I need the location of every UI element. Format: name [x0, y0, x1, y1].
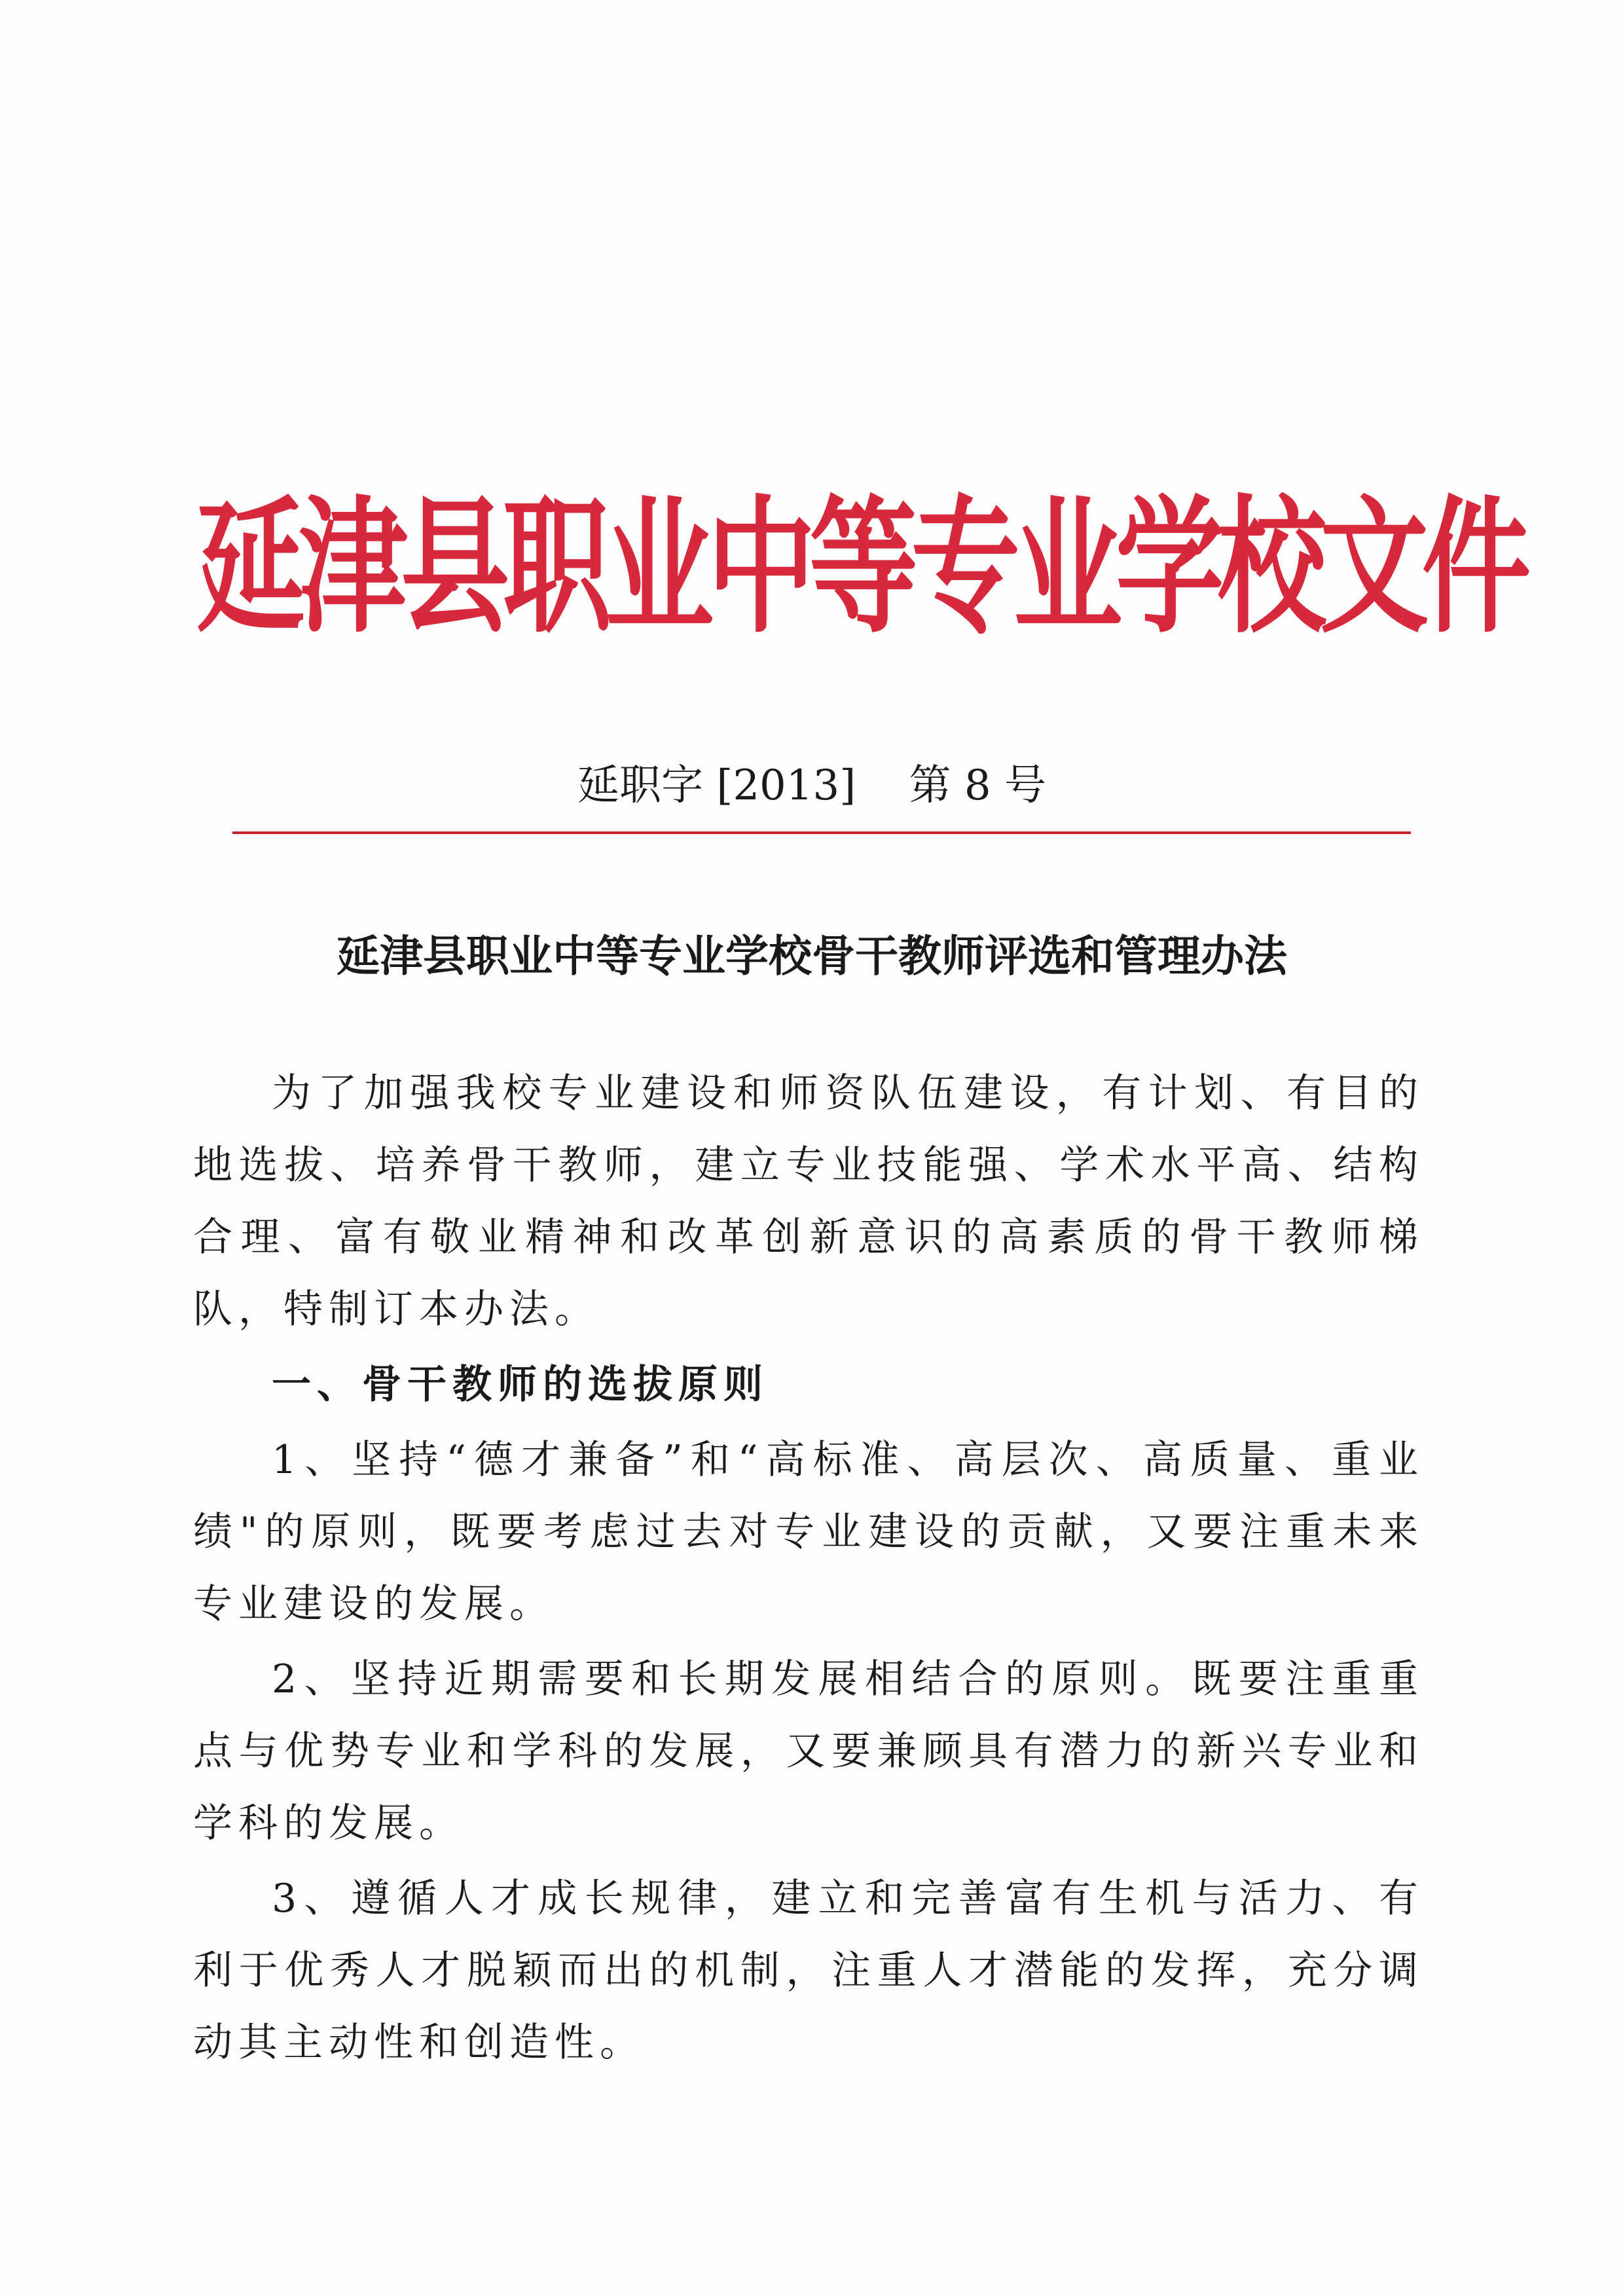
principle-item: 1、坚持“德才兼备”和“高标准、高层次、高质量、重业绩"的原则，既要考虑过去对专业建设的贡献，又要注重未来专业建设的发展。: [193, 1437, 1424, 1627]
document-body: [193, 1057, 1424, 2082]
document-number: 延职字 [2013] 第 8 号: [577, 761, 1046, 810]
document-masthead: 延津县职业中等专业学校文件: [196, 483, 1524, 654]
red-divider-line: [232, 831, 1411, 834]
document-title: 延津县职业中等专业学校骨干教师评选和管理办法: [337, 930, 1287, 981]
principle-item: 2、坚持近期需要和长期发展相结合的原则。既要注重重点与优势专业和学科的发展，又要兼顾具有潜力的新兴专业和学科的发展。: [193, 1656, 1424, 1846]
intro-paragraph: 为了加强我校专业建设和师资队伍建设，有计划、有目的地选拔、培养骨干教师，建立专业技能强、学术水平高、结构合理、富有敬业精神和改革创新意识的高素质的骨干教师梯队，特制订本办法。: [193, 1070, 1424, 1332]
principle-item: 3、遵循人才成长规律，建立和完善富有生机与活力、有利于优秀人才脱颖而出的机制，注重人才潜能的发挥，充分调动其主动性和创造性。: [193, 1876, 1424, 2066]
section-heading: 一、骨干教师的选拔原则: [272, 1362, 769, 1408]
